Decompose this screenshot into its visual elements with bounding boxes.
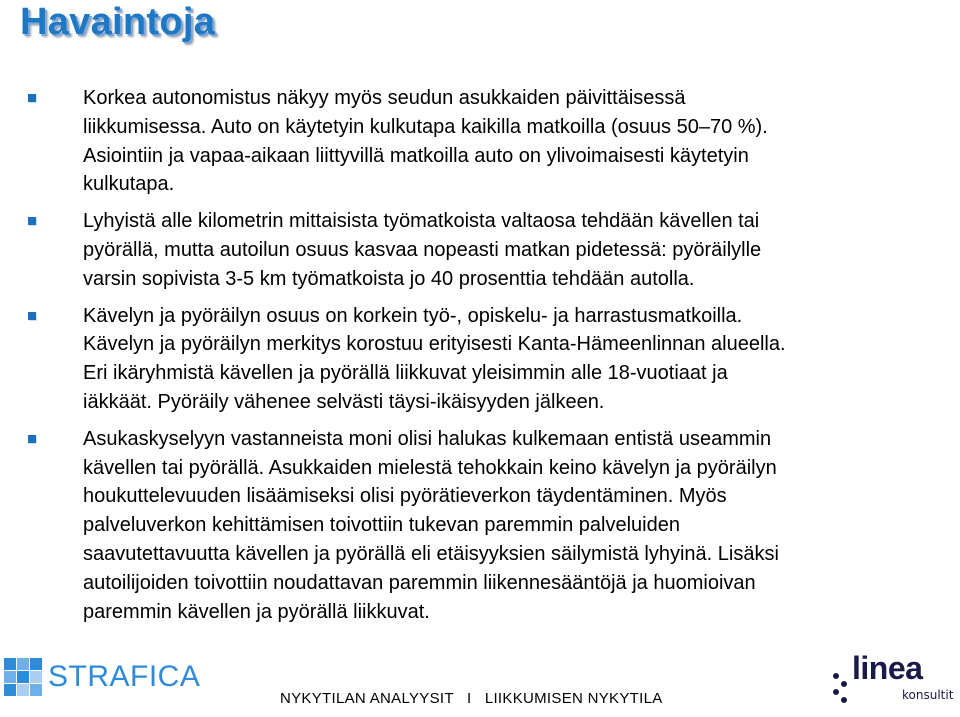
bullet-item: [28, 207, 928, 293]
text-line: saavutettavuutta kävellen ja pyörällä eli etäisyyksien säilymistä lyhyinä. Lisäksi: [83, 542, 779, 565]
text-line: liikkumisessa. Auto on käytetyin kulkutapa kaikilla matkoilla (osuus 50–70 %).: [83, 115, 768, 138]
linea-dots-icon: [830, 670, 852, 710]
bullet-text: [83, 84, 928, 199]
bullet-text: [83, 425, 928, 627]
strafica-mark-icon: [4, 658, 42, 696]
strafica-logo: [4, 658, 200, 696]
text-line: Asukaskyselyyn vastanneista moni olisi halukas kulkemaan entistä useammin: [83, 427, 772, 450]
linea-logo: [830, 650, 958, 716]
strafica-wordmark: STRAFICA: [48, 660, 201, 693]
bullet-square-icon: [28, 435, 36, 443]
bullet-text: [83, 207, 928, 293]
text-line: pyörällä, mutta autoilun osuus kasvaa nopeasti matkan pidetessä: pyöräilylle: [83, 238, 762, 261]
bullet-list: [28, 84, 928, 634]
linea-wordmark: linea: [852, 650, 923, 686]
bullet-item: [28, 425, 928, 627]
bullet-square-icon: [28, 217, 36, 225]
text-line: houkuttelevuuden lisäämiseksi olisi pyörätieverkon täydentäminen. Myös: [83, 485, 727, 508]
text-line: Eri ikäryhmistä kävellen ja pyörällä liikkuvat yleisimmin alle 18-vuotiaat ja: [83, 362, 728, 385]
bullet-item: [28, 302, 928, 417]
text-line: paremmin kävellen ja pyörällä liikkuvat.: [83, 600, 430, 623]
bullet-item: [28, 84, 928, 199]
text-line: Kävelyn ja pyöräilyn osuus on korkein työ-, opiskelu- ja harrastusmatkoilla.: [83, 304, 743, 327]
text-line: Lyhyistä alle kilometrin mittaisista työmatkoista valtaosa tehdään kävellen tai: [83, 210, 760, 233]
text-line: iäkkäät. Pyöräily vähenee selvästi täysi-ikäisyyden jälkeen.: [83, 390, 605, 413]
text-line: autoilijoiden toivottiin noudattavan paremmin liikennesääntöjä ja huomioivan: [83, 571, 756, 594]
page-title: Havaintoja: [20, 1, 216, 43]
text-line: varsin sopivista 3-5 km työmatkoista jo 40 prosenttia tehdään autolla.: [83, 267, 695, 290]
linea-subtitle: konsultit: [902, 688, 954, 702]
footer: [0, 640, 960, 717]
text-line: kulkutapa.: [83, 173, 175, 196]
text-line: Asiointiin ja vapaa-aikaan liittyvillä matkoilla auto on ylivoimaisesti käytetyin: [83, 144, 749, 167]
text-line: palveluverkon kehittämisen toivottiin tukevan paremmin palveluiden: [83, 514, 680, 537]
text-line: Korkea autonomistus näkyy myös seudun asukkaiden päivittäisessä: [83, 87, 686, 109]
text-line: Kävelyn ja pyöräilyn merkitys korostuu erityisesti Kanta-Hämeenlinnan alueella.: [83, 333, 786, 356]
footer-caption: NYKYTILAN ANALYYSIT I LIIKKUMISEN NYKYTILA: [280, 690, 663, 707]
bullet-square-icon: [28, 94, 36, 102]
bullet-text: [83, 302, 928, 417]
bullet-square-icon: [28, 312, 36, 320]
text-line: kävellen tai pyörällä. Asukkaiden mielestä tehokkain keino kävelyn ja pyöräilyn: [83, 456, 777, 479]
